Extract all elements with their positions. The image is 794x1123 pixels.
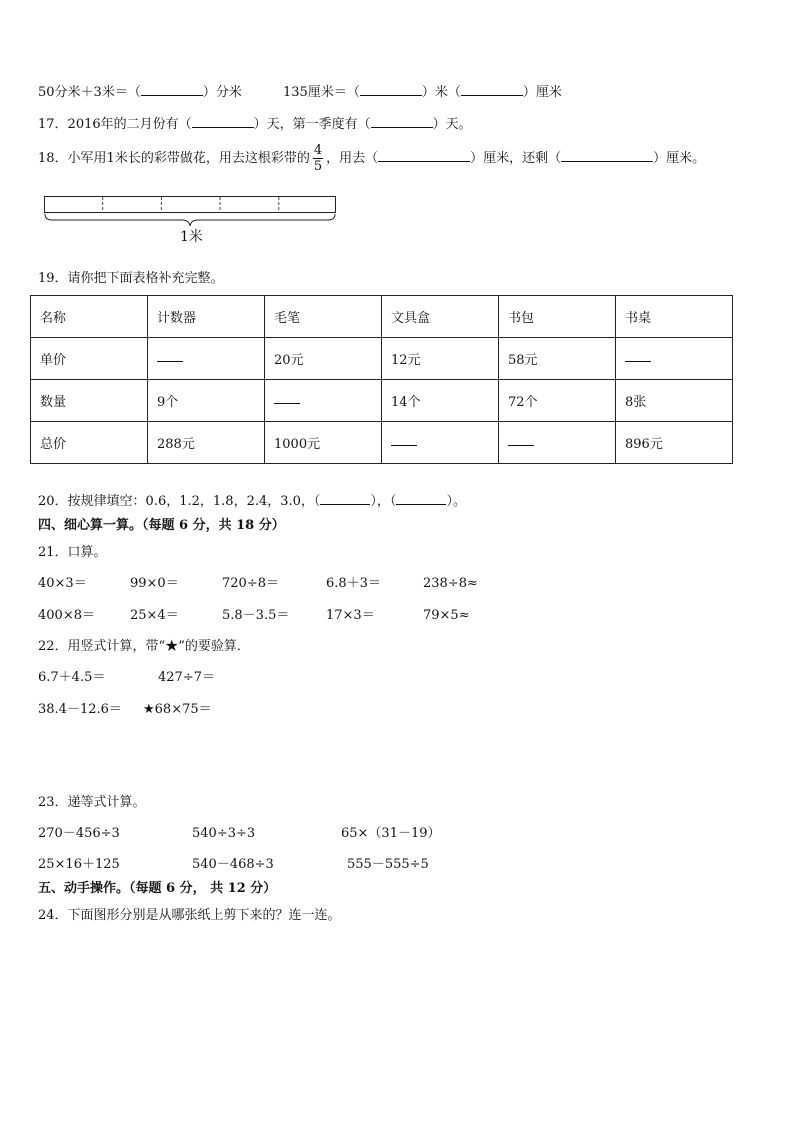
- table-cell: 名称: [31, 296, 148, 338]
- q17-blank-2[interactable]: [371, 116, 433, 128]
- table-cell: 58元: [499, 338, 616, 380]
- q22-item: 6.7＋4.5＝: [38, 670, 106, 685]
- q16-line-b: [283, 84, 562, 101]
- answer-blank[interactable]: [625, 351, 651, 362]
- table-cell: 896元: [616, 422, 733, 464]
- table-row: [31, 338, 733, 380]
- table-cell: 12元: [382, 338, 499, 380]
- q21-item: 99×0＝: [130, 576, 179, 591]
- q16-part2-mid: ）米（: [421, 85, 461, 100]
- q20-blank-1[interactable]: [320, 493, 370, 505]
- q22-item: 427÷7＝: [158, 670, 215, 685]
- table-cell-blank[interactable]: [616, 338, 733, 380]
- ribbon-bar: [45, 197, 336, 213]
- table-cell: 计数器: [148, 296, 265, 338]
- q24-title: 24．下面图形分别是从哪张纸上剪下来的？连一连。: [38, 908, 341, 923]
- q18-frac-num: 4: [313, 143, 323, 158]
- table-row: [31, 422, 733, 464]
- q23-item: 555－555÷5: [347, 857, 429, 872]
- q20-blank-2[interactable]: [396, 493, 446, 505]
- q21-item: 40×3＝: [38, 576, 87, 591]
- q21-item: 400×8＝: [38, 608, 95, 623]
- q21-item: 6.8＋3＝: [326, 576, 381, 591]
- q21-item: 5.8－3.5＝: [222, 608, 290, 623]
- q22-title: 22．用竖式计算，带“★”的要验算．: [38, 639, 250, 654]
- q16-part2-end: ）厘米: [522, 85, 562, 100]
- table-cell: 文具盒: [382, 296, 499, 338]
- q20-line: [38, 493, 466, 510]
- q16-blank-1[interactable]: [141, 84, 203, 96]
- q18-end: ）厘米。: [653, 151, 706, 166]
- q23-item: 270－456÷3: [38, 826, 120, 841]
- q21-item: 17×3＝: [326, 608, 375, 623]
- table-row: [31, 380, 733, 422]
- q23-item: 540÷3÷3: [192, 826, 256, 841]
- table-cell: 14个: [382, 380, 499, 422]
- q16-part1-end: ）分米: [202, 85, 242, 100]
- table-cell-blank[interactable]: [148, 338, 265, 380]
- table-row: [31, 296, 733, 338]
- q21-title: 21．口算。: [38, 545, 107, 560]
- section-4-heading: 四、细心算一算。（每题 6 分，共 18 分）: [38, 518, 285, 533]
- q18-ribbon-diagram: [44, 194, 340, 228]
- q20-prefix: 20．按规律填空：0.6，1.2，1.8，2.4，3.0，（: [38, 494, 321, 509]
- q18-prefix: 18．小军用1米长的彩带做花，用去这根彩带的: [38, 151, 310, 166]
- q18-frac-den: 5: [313, 159, 323, 174]
- answer-blank[interactable]: [508, 435, 534, 446]
- q16-blank-3[interactable]: [461, 84, 523, 96]
- q18-bar-label: 1米: [180, 229, 203, 245]
- table-cell: 书桌: [616, 296, 733, 338]
- table-cell: 8张: [616, 380, 733, 422]
- q16-blank-2[interactable]: [360, 84, 422, 96]
- q23-item: 65×（31－19）: [341, 826, 441, 841]
- q19-title: 19．请你把下面表格补充完整。: [38, 271, 224, 286]
- section-5-heading: 五、动手操作。（每题 6 分， 共 12 分）: [38, 881, 277, 896]
- table-cell: 9个: [148, 380, 265, 422]
- table-cell: 单价: [31, 338, 148, 380]
- q21-item: 25×4＝: [130, 608, 179, 623]
- answer-blank[interactable]: [391, 435, 417, 446]
- q22-item: ★68×75＝: [143, 702, 212, 717]
- q17-mid: ）天，第一季度有（: [253, 117, 371, 132]
- table-cell-blank[interactable]: [382, 422, 499, 464]
- q16-part1: 50分米＋3米＝（: [38, 85, 141, 100]
- table-cell-blank[interactable]: [499, 422, 616, 464]
- answer-blank[interactable]: [157, 351, 183, 362]
- q18-blank-2[interactable]: [561, 150, 653, 162]
- table-cell: 毛笔: [265, 296, 382, 338]
- answer-blank[interactable]: [274, 393, 300, 404]
- q21-item: 79×5≈: [423, 608, 470, 623]
- q21-item: 238÷8≈: [423, 576, 478, 591]
- q21-item: 720÷8＝: [222, 576, 279, 591]
- q17-blank-1[interactable]: [192, 116, 254, 128]
- q18-mid2: ）厘米，还剩（: [470, 151, 562, 166]
- q23-item: 25×16＋125: [38, 857, 120, 872]
- q23-item: 540－468÷3: [192, 857, 274, 872]
- table-cell: 数量: [31, 380, 148, 422]
- q18-fraction: [313, 143, 323, 174]
- q18-mid1: ，用去（: [326, 151, 379, 166]
- q20-mid: ），（: [370, 494, 397, 509]
- q16-part2: 135厘米＝（: [283, 85, 360, 100]
- q22-item: 38.4－12.6＝: [38, 702, 122, 717]
- table-cell: 1000元: [265, 422, 382, 464]
- table-cell: 20元: [265, 338, 382, 380]
- q19-table: [30, 295, 733, 464]
- q18-line: [38, 141, 705, 177]
- q17-prefix: 17．2016年的二月份有（: [38, 117, 192, 132]
- table-cell: 288元: [148, 422, 265, 464]
- q16-line: [38, 84, 242, 101]
- table-cell-blank[interactable]: [265, 380, 382, 422]
- q17-end: ）天。: [432, 117, 472, 132]
- q23-title: 23．递等式计算。: [38, 795, 146, 810]
- q20-end: ）。: [446, 494, 466, 509]
- q18-blank-1[interactable]: [378, 150, 470, 162]
- ribbon-brace: [45, 214, 335, 226]
- table-cell: 72个: [499, 380, 616, 422]
- table-cell: 书包: [499, 296, 616, 338]
- table-cell: 总价: [31, 422, 148, 464]
- q17-line: [38, 116, 472, 133]
